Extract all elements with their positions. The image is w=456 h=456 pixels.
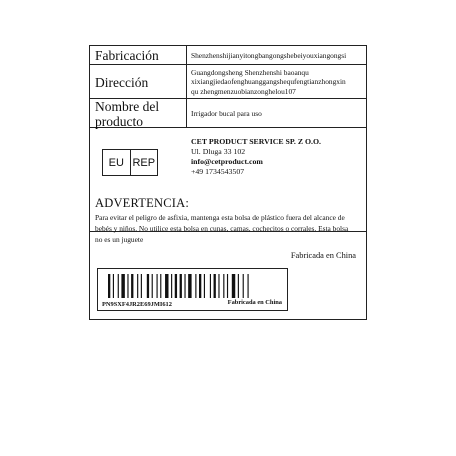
manufacturer-value: Shenzhenshijianyitongbangongshebeiyouxiangongsi (191, 51, 347, 60)
address-line: qu zhengmenzuobianzonghelou107 (191, 86, 296, 96)
rep-phone: +49 1734543507 (191, 167, 245, 176)
product-label-line: Nombre del (95, 99, 160, 114)
barcode-bar (121, 274, 124, 298)
address-line: xixiangjiedaofenghuanggangshequfengtianzhongxin (191, 77, 346, 87)
barcode-bar (204, 274, 205, 298)
barcode-bar (188, 274, 191, 298)
barcode-bar (238, 274, 239, 298)
ec-rep-eu: EU (103, 150, 131, 175)
barcode-bar (127, 274, 128, 298)
barcode-bar (184, 274, 185, 298)
warning-title: ADVERTENCIA: (95, 196, 190, 210)
barcode-icon (108, 274, 276, 298)
barcode-bar (175, 274, 177, 298)
rep-company: CET PRODUCT SERVICE SP. Z O.O. (191, 137, 321, 146)
address-row (90, 65, 366, 99)
warning-text: Para evitar el peligro de asfixia, mantenga esta bolsa de plástico fuera del alcance de bebés y niños. No utilice esta bolsa en cunas, camas, cochecitos o corrales. Esta bolsa no es un juguete (95, 213, 349, 245)
product-value: Irrigador bucal para uso (191, 109, 262, 118)
barcode-bar (248, 274, 249, 298)
barcode-bar (131, 274, 133, 298)
product-label (90, 99, 187, 127)
barcode-bar (113, 274, 114, 298)
ec-rep-symbol (102, 149, 158, 176)
barcode-made-in: Fabricada en China (227, 299, 282, 306)
barcode-bar (218, 274, 219, 298)
ec-rep-rep: REP (132, 156, 156, 169)
barcode-bar (171, 274, 172, 298)
barcode-bar (232, 274, 235, 298)
barcode-bar (210, 274, 211, 298)
barcode-bar (165, 274, 168, 298)
ec-rep-details (191, 137, 321, 177)
barcode-bar (118, 274, 119, 298)
barcode-bar (243, 274, 244, 298)
rep-street: Ul. Dluga 33 102 (191, 147, 246, 156)
barcode-bar (108, 274, 110, 298)
barcode-bar (147, 274, 149, 298)
address-value (187, 65, 366, 98)
made-in-text: Fabricada en China (290, 251, 356, 260)
barcode-bar (137, 274, 138, 298)
manufacturer-label: Fabricación (90, 46, 187, 64)
barcode-bar (157, 274, 158, 298)
address-label: Dirección (90, 65, 187, 98)
barcode-bar (160, 274, 161, 298)
address-line: Guangdongsheng Shenzhenshi baoanqu (191, 68, 309, 77)
barcode-bar (199, 274, 201, 298)
barcode-bar (180, 274, 182, 298)
barcode-bar (223, 274, 224, 298)
barcode-bar (195, 274, 196, 298)
barcode-bar (141, 274, 142, 298)
barcode-bar (152, 274, 153, 298)
barcode-label (97, 268, 288, 311)
product-row (90, 99, 366, 128)
product-label-line: producto (95, 114, 143, 129)
product-label (89, 45, 367, 320)
manufacturer-row (90, 46, 366, 65)
barcode-number: PN9SXF4JR2E69JMI612 (102, 301, 172, 308)
barcode-bar (214, 274, 216, 298)
rep-email: info@cetproduct.com (191, 157, 263, 166)
barcode-bar (227, 274, 228, 298)
